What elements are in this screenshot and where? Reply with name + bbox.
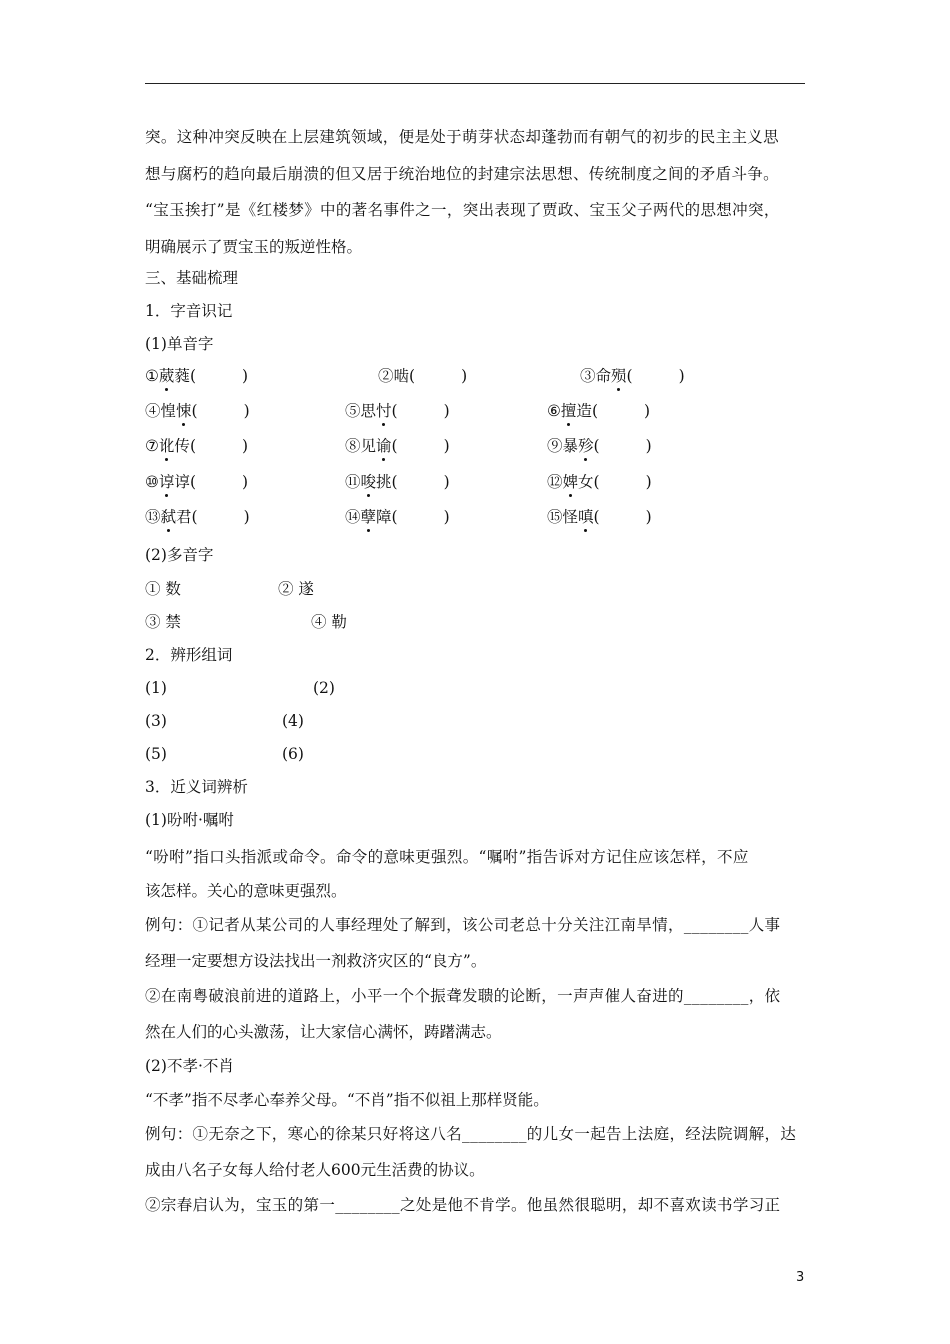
paren-open: ( — [593, 437, 600, 455]
section-heading: 三、基础梳理 — [145, 269, 239, 287]
dotted-char: 悚 — [176, 402, 192, 420]
dotted-char: 谆 — [158, 473, 175, 491]
polyphone-item: ② 遂 — [278, 580, 314, 598]
char-item — [345, 436, 450, 456]
char-text: 蕤 — [174, 367, 190, 385]
item-number: ④ — [145, 402, 161, 420]
paren-open: ( — [391, 508, 398, 526]
char-item — [345, 507, 450, 527]
paren-open: ( — [191, 402, 198, 420]
example-line: 例句：①无奈之下，寒心的徐某只好将这八名________的儿女一起告上法庭，经法院调解，达 — [145, 1125, 797, 1143]
paren-open: ( — [591, 402, 598, 420]
example-line: ②宗春启认为，宝玉的第一________之处是他不肯学。他虽然很聪明，却不喜欢读书学习正 — [145, 1196, 781, 1214]
item-number: ⑩ — [145, 473, 159, 491]
form-item: (1) — [145, 679, 167, 697]
char-item — [547, 507, 652, 527]
example-line: 例句：①记者从某公司的人事经理处了解到，该公司老总十分关注江南旱情，________人事 — [145, 916, 781, 934]
paren-close: ) — [443, 402, 450, 420]
char-text: 见 — [360, 437, 377, 455]
paragraph-line: “不孝”指不尽孝心奉养父母。“不肖”指不似祖上那样贤能。 — [145, 1091, 549, 1109]
item-number: ⑦ — [145, 437, 159, 455]
item-number: ⑭ — [345, 508, 361, 526]
item-number: ① — [145, 367, 159, 385]
item-number: ⑫ — [547, 473, 563, 491]
item-number: ⑪ — [345, 473, 361, 491]
paren-open: ( — [409, 367, 416, 385]
paren-open: ( — [626, 367, 633, 385]
char-item — [145, 472, 248, 492]
item-number: ⑮ — [547, 508, 563, 526]
paragraph-line: “宝玉挨打”是《红楼梦》中的著名事件之一，突出表现了贾政、宝玉父子两代的思想冲突， — [145, 201, 780, 219]
item-number: ② — [378, 367, 394, 385]
subsection-heading: 3．近义词辨析 — [145, 778, 248, 796]
char-item — [145, 366, 248, 386]
subsection-heading: 1．字音识记 — [145, 302, 233, 320]
form-item: (6) — [282, 745, 304, 763]
subsection-heading: 2．辨形组词 — [145, 646, 233, 664]
char-text: 君 — [176, 508, 192, 526]
paren-close: ) — [243, 508, 250, 526]
paren-close: ) — [461, 367, 468, 385]
paren-open: ( — [189, 367, 196, 385]
dotted-char: 擅 — [560, 402, 577, 420]
char-text: 女 — [578, 473, 594, 491]
subsection-heading: (1)单音字 — [145, 335, 214, 353]
paragraph-line: 明确展示了贾宝玉的叛逆性格。 — [145, 238, 363, 256]
subsection-heading: (2)多音字 — [145, 546, 214, 564]
dotted-char: 谕 — [376, 437, 392, 455]
paren-close: ) — [645, 508, 652, 526]
paren-close: ) — [243, 402, 250, 420]
char-item — [547, 472, 652, 492]
char-text: 障 — [376, 508, 392, 526]
form-item: (5) — [145, 745, 167, 763]
paren-close: ) — [443, 508, 450, 526]
char-item — [145, 401, 250, 421]
paren-close: ) — [678, 367, 685, 385]
dotted-char: 弑 — [160, 508, 177, 526]
item-number: ③ — [580, 367, 596, 385]
paren-open: ( — [391, 473, 398, 491]
synonym-heading: (2)不孝·不肖 — [145, 1057, 234, 1075]
paren-close: ) — [242, 437, 249, 455]
polyphone-item: ④ 勒 — [311, 613, 347, 631]
example-line: 经理一定要想方设法找出一剂救济灾区的“良方”。 — [145, 952, 487, 970]
polyphone-item: ③ 禁 — [145, 613, 181, 631]
paragraph-line: 突。这种冲突反映在上层建筑领域，便是处于萌芽状态却蓬勃而有朝气的初步的民主主义思 — [145, 128, 780, 146]
synonym-heading: (1)吩咐·嘱咐 — [145, 811, 234, 829]
form-item: (2) — [313, 679, 335, 697]
dotted-char: 孽 — [360, 508, 377, 526]
paren-open: ( — [593, 473, 600, 491]
char-item — [145, 436, 248, 456]
dotted-char: 讹 — [158, 437, 175, 455]
paren-open: ( — [191, 508, 198, 526]
item-number: ⑤ — [345, 402, 361, 420]
char-text: 啮 — [393, 367, 410, 385]
item-number: ⑨ — [547, 437, 563, 455]
char-text: 传 — [174, 437, 190, 455]
paren-open: ( — [189, 473, 196, 491]
char-text: 造 — [576, 402, 592, 420]
char-text: 谆 — [174, 473, 190, 491]
example-line: ②在南粤破浪前进的道路上，小平一个个振聋发聩的论断，一声声催人奋进的________，依 — [145, 987, 781, 1005]
dotted-char: 唆 — [360, 473, 377, 491]
paren-close: ) — [645, 473, 652, 491]
dotted-char: 殄 — [578, 437, 594, 455]
dotted-char: 葳 — [158, 367, 175, 385]
char-text: 命 — [595, 367, 612, 385]
char-text: 挑 — [376, 473, 392, 491]
char-item — [547, 436, 652, 456]
char-item — [378, 366, 467, 386]
example-line: 成由八名子女每人给付老人600元生活费的协议。 — [145, 1161, 485, 1179]
char-item — [145, 507, 250, 527]
item-number: ⑧ — [345, 437, 361, 455]
char-text: 怪 — [562, 508, 579, 526]
paren-close: ) — [242, 367, 249, 385]
paren-close: ) — [644, 402, 651, 420]
paren-close: ) — [242, 473, 249, 491]
paragraph-line: 想与腐朽的趋向最后崩溃的但又居于统治地位的封建宗法思想、传统制度之间的矛盾斗争。 — [145, 165, 780, 183]
char-text: 思 — [360, 402, 377, 420]
paren-open: ( — [593, 508, 600, 526]
dotted-char: 婢 — [562, 473, 579, 491]
item-number: ⑥ — [547, 402, 561, 420]
char-item — [547, 401, 650, 421]
form-item: (4) — [282, 712, 304, 730]
paren-open: ( — [391, 437, 398, 455]
dotted-char: 忖 — [376, 402, 392, 420]
paragraph-line: 该怎样。关心的意味更强烈。 — [145, 882, 347, 900]
paren-close: ) — [443, 473, 450, 491]
paragraph-line: “吩咐”指口头指派或命令。命令的意味更强烈。“嘱咐”指告诉对方记住应该怎样，不应 — [145, 848, 749, 866]
dotted-char: 嗔 — [578, 508, 594, 526]
char-item — [580, 366, 685, 386]
page-number: 3 — [796, 1270, 805, 1285]
item-number: ⑬ — [145, 508, 161, 526]
char-text: 暴 — [562, 437, 579, 455]
example-line: 然在人们的心头激荡，让大家信心满怀，踌躇满志。 — [145, 1023, 502, 1041]
paren-close: ) — [645, 437, 652, 455]
paren-open: ( — [391, 402, 398, 420]
paren-open: ( — [189, 437, 196, 455]
header-rule — [145, 83, 805, 84]
char-item — [345, 472, 450, 492]
char-text: 惶 — [160, 402, 177, 420]
char-item — [345, 401, 450, 421]
dotted-char: 殒 — [611, 367, 627, 385]
form-item: (3) — [145, 712, 167, 730]
paren-close: ) — [443, 437, 450, 455]
polyphone-item: ① 数 — [145, 580, 181, 598]
